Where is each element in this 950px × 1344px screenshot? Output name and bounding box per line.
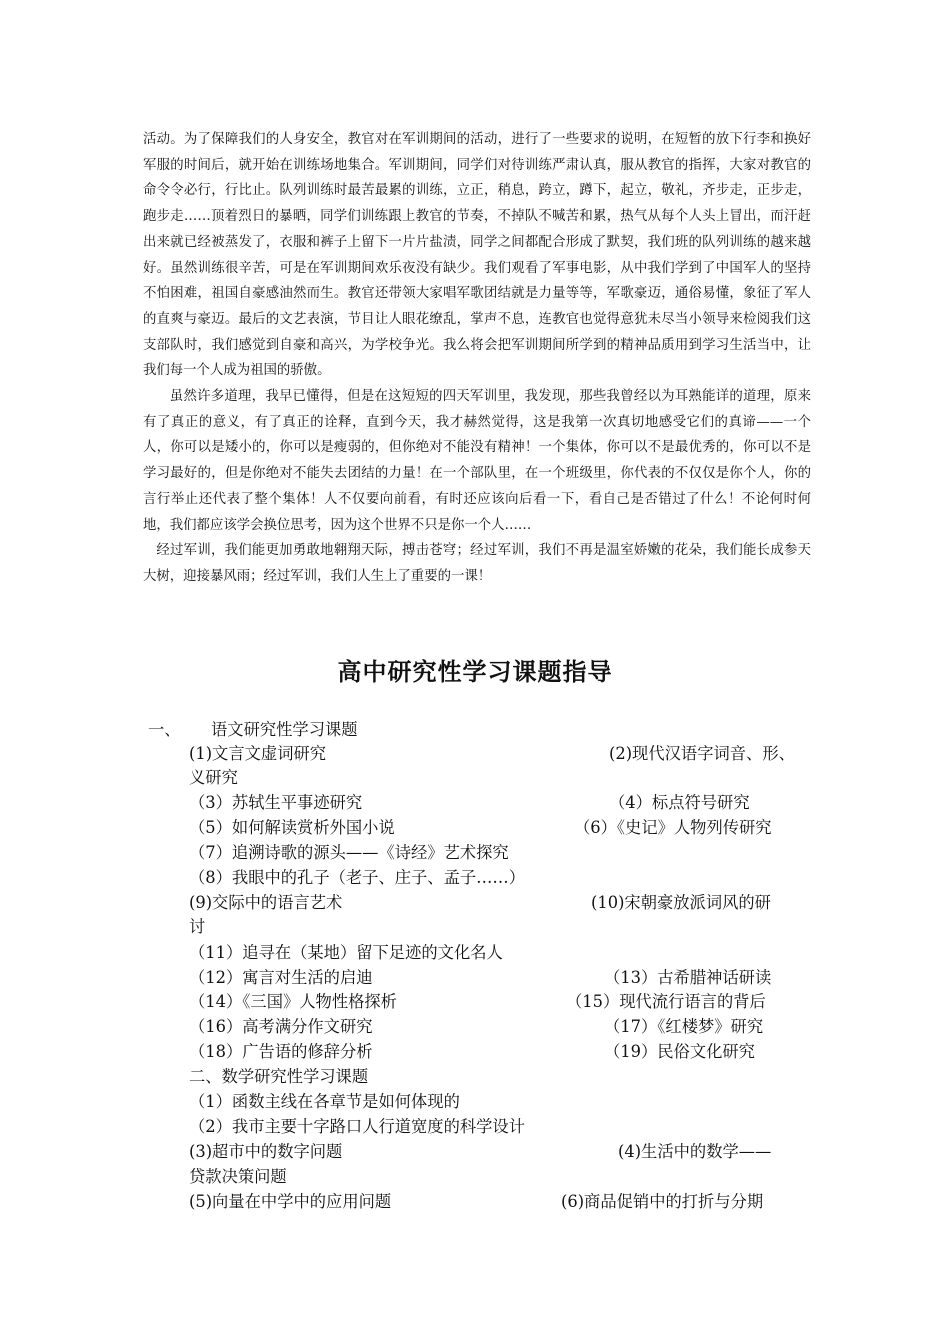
list-item: （16）高考满分作文研究: [189, 1017, 373, 1036]
essay-paragraph: 虽然许多道理，我早已懂得，但是在这短短的四天军训里，我发现，那些我曾经以为耳熟能详的道理，原来有了真正的意义，有了真正的诠释，直到今天，我才赫然觉得，这是我第一次真切地感受它们的真谛——一个人，你可以是矮小的，你可以是瘦弱的，但你绝对不能没有精神！一个集体，你可以不是最优秀的，你可以不是学习最好的，但是你绝对不能失去团结的力量！在一个部队里，在一个班级里，你代表的不仅仅是你个人，你的言行举止还代表了整个集体！人不仅要向前看，有时还应该向后看一下，看自己是否错过了什么！不论何时何地，我们都应该学会换位思考，因为这个世界不只是你一个人……: [143, 389, 811, 533]
list-item: 义研究: [189, 768, 238, 787]
essay-paragraph: 活动。为了保障我们的人身安全，教官对在军训期间的活动，进行了一些要求的说明，在短暂的放下行李和换好军服的时间后，就开始在训练场地集合。军训期间，同学们对待训练严肃认真，服从教官的指挥，大家对教官的命令令必行，行比止。队列训练时最苦最累的训练，立正，稍息，跨立，蹲下，起立，敬礼，齐步走，正步走，跑步走……顶着烈日的暴晒，同学们训练跟上教官的节奏，不掉队不喊苦和累，热气从每个人头上冒出，而汗赶出来就已经被蒸发了，衣服和裤子上留下一片片盐渍，同学之间都配合形成了默契，我们班的队列训练的越来越好。虽然训练很辛苦，可是在军训期间欢乐夜没有缺少。我们观看了军事电影，从中我们学到了中国军人的坚持不怕困难，祖国自豪感油然而生。教官还带领大家唱军歌团结就是力量等等，军歌豪迈，通俗易懂，象征了军人的直爽与豪迈。最后的文艺表演，节目让人眼花缭乱，掌声不息，连教官也觉得意犹未尽当小领导来检阅我们这支部队时，我们感觉到自豪和高兴，为学校争光。我么将会把军训期间所学到的精神品质用到学习生活当中，让我们每一个人成为祖国的骄傲。: [143, 132, 811, 379]
list-number: 一、: [148, 720, 181, 739]
list-item: （14）《三国》人物性格探析: [189, 992, 397, 1011]
list-heading: 二、数学研究性学习课题: [189, 1067, 369, 1086]
list-item: （2）我市主要十字路口人行道宽度的科学设计: [189, 1117, 525, 1136]
list-item: (4)生活中的数学——: [618, 1142, 772, 1161]
list-item: （11）追寻在（某地）留下足迹的文化名人: [189, 943, 503, 962]
list-heading: 语文研究性学习课题: [211, 720, 358, 739]
list-item: （4）标点符号研究: [609, 793, 750, 812]
list-item: 贷款决策问题: [189, 1167, 287, 1186]
list-item: （7）追溯诗歌的源头——《诗经》艺术探究: [189, 843, 509, 862]
list-item: （18）广告语的修辞分析: [189, 1042, 373, 1061]
list-item: (5)向量在中学中的应用问题: [189, 1192, 392, 1211]
list-item: （13）古希腊神话研读: [604, 968, 772, 987]
list-item: （6）《史记》人物列传研究: [574, 818, 772, 837]
list-item: （5）如何解读赏析外国小说: [189, 818, 395, 837]
list-item: (3)超市中的数字问题: [189, 1142, 343, 1161]
list-item: (9)交际中的语言艺术: [189, 893, 343, 912]
list-item: 讨: [189, 917, 206, 936]
list-item: （15）现代流行语言的背后: [566, 992, 766, 1011]
section-title: 高中研究性学习课题指导: [337, 658, 613, 686]
list-item: （1）函数主线在各章节是如何体现的: [189, 1092, 460, 1111]
list-item: (1)文言文虚词研究: [189, 744, 327, 763]
list-item: （17）《红楼梦》研究: [604, 1017, 764, 1036]
list-item: (6)商品促销中的打折与分期: [561, 1192, 764, 1211]
list-item: （19）民俗文化研究: [604, 1042, 755, 1061]
essay-paragraph: 经过军训，我们能更加勇敢地翱翔天际，搏击苍穹；经过军训，我们不再是温室娇嫩的花朵，我们能长成参天大树，迎接暴风雨；经过军训，我们人生上了重要的一课！: [143, 543, 811, 584]
list-item: (2)现代汉语字词音、形、: [609, 744, 795, 763]
list-item: （8）我眼中的孔子（老子、庄子、孟子……）: [189, 868, 525, 887]
essay-text: [143, 127, 811, 590]
list-item: （12）寓言对生活的启迪: [189, 968, 373, 987]
list-item: (10)宋朝豪放派词风的研: [591, 893, 771, 912]
list-item: （3）苏轼生平事迹研究: [189, 793, 363, 812]
